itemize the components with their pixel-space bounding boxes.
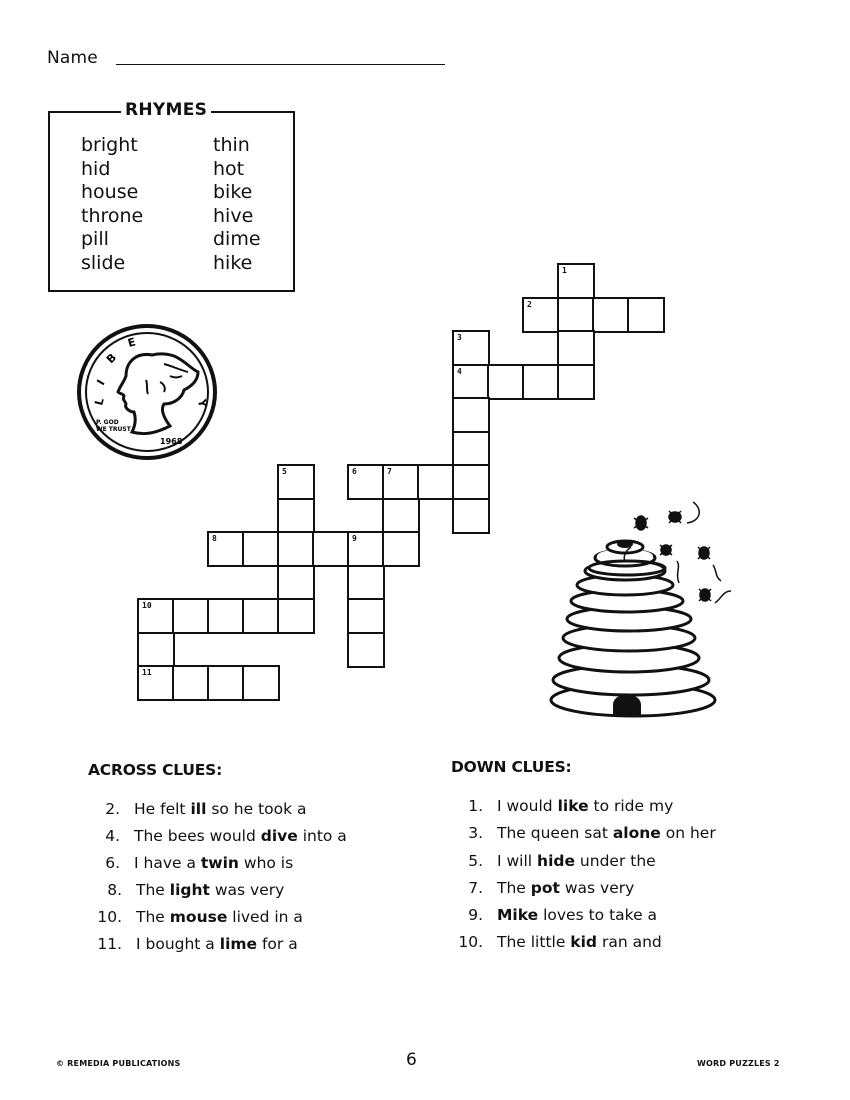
clue-number: 8 (212, 534, 217, 543)
clue-number: 1 (562, 266, 567, 275)
svg-text:WE TRUST: WE TRUST (96, 426, 131, 433)
crossword-cell[interactable] (277, 531, 315, 567)
rhyme-word: hot (213, 157, 245, 180)
rhymes-right-column (213, 134, 261, 275)
across-clue: 2. He felt ill so he took a (105, 800, 307, 818)
name-label: Name (47, 48, 98, 68)
crossword-cell[interactable] (207, 598, 245, 634)
across-clue: 10. The mouse lived in a (97, 908, 303, 926)
crossword-cell[interactable] (312, 531, 350, 567)
dime-coin-icon (74, 320, 220, 464)
crossword-cell[interactable] (137, 632, 175, 668)
beehive-icon (545, 495, 745, 720)
crossword-cell[interactable] (557, 330, 595, 366)
crossword-cell[interactable] (557, 263, 595, 299)
crossword-cell[interactable] (522, 364, 560, 400)
down-clue: 9. Mike loves to take a (468, 906, 658, 924)
rhyme-word: slide (81, 251, 126, 274)
rhyme-word: bike (213, 181, 253, 203)
across-clue: 6. I have a twin who is (105, 854, 294, 872)
bee-icon (634, 516, 648, 530)
down-clue: 3. The queen sat alone on her (468, 824, 716, 842)
page-number: 6 (406, 1050, 417, 1070)
svg-text:P. GOD: P. GOD (96, 419, 119, 426)
down-clue: 1. I would like to ride my (468, 797, 674, 815)
bee-icon (660, 545, 672, 555)
crossword-cell[interactable] (347, 531, 385, 567)
coin-year: 1968 (160, 437, 183, 446)
crossword-cell[interactable] (487, 364, 525, 400)
crossword-cell[interactable] (557, 364, 595, 400)
clue-number: 9 (352, 534, 357, 543)
rhyme-word: thin (213, 134, 250, 156)
across-clue: 11. I bought a lime for a (97, 935, 298, 953)
rhymes-title: RHYMES (121, 100, 211, 120)
crossword-cell[interactable] (242, 598, 280, 634)
crossword-cell[interactable] (557, 297, 595, 333)
rhyme-word: dime (213, 228, 261, 250)
clue-number: 2 (527, 299, 532, 309)
publisher-credit: © REMEDIA PUBLICATIONS (56, 1059, 181, 1068)
rhyme-word: bright (81, 134, 138, 156)
crossword-cell[interactable] (592, 297, 630, 333)
clue-number: 10 (142, 601, 152, 610)
rhyme-word: hive (213, 204, 254, 227)
crossword-cell[interactable] (277, 498, 315, 534)
crossword-cell[interactable] (137, 598, 175, 634)
crossword-cell[interactable] (277, 598, 315, 634)
down-clues-heading: DOWN CLUES: (451, 758, 572, 776)
clue-number: 6 (352, 467, 357, 476)
rhyme-word: house (81, 181, 139, 203)
crossword-cell[interactable] (627, 297, 665, 333)
book-title: WORD PUZZLES 2 (697, 1059, 780, 1068)
crossword-cell[interactable] (277, 565, 315, 601)
crossword-cell[interactable] (452, 464, 490, 500)
bee-icon (699, 589, 711, 601)
name-input-line[interactable] (116, 64, 445, 65)
crossword-cell[interactable] (347, 598, 385, 634)
rhyme-word: pill (81, 228, 109, 250)
rhymes-left-column (81, 134, 143, 275)
crossword-cell[interactable] (242, 665, 280, 701)
crossword-cell[interactable] (172, 665, 210, 701)
crossword-cell[interactable] (452, 364, 490, 400)
crossword-cell[interactable] (137, 665, 175, 701)
across-clue: 4. The bees would dive into a (105, 827, 347, 845)
crossword-cell[interactable] (382, 531, 420, 567)
crossword-cell[interactable] (382, 498, 420, 534)
across-clues-heading: ACROSS CLUES: (88, 761, 223, 779)
clue-number: 11 (142, 668, 152, 677)
clue-number: 3 (457, 333, 462, 342)
bee-icon (669, 511, 681, 523)
crossword-cell[interactable] (207, 531, 245, 567)
crossword-cell[interactable] (452, 498, 490, 534)
crossword-cell[interactable] (382, 464, 420, 500)
svg-text:Y: Y (195, 398, 210, 409)
down-clue: 10. The little kid ran and (458, 933, 662, 951)
svg-text:L: L (92, 396, 107, 407)
svg-text:E: E (126, 335, 138, 350)
rhyme-word: hike (213, 251, 253, 274)
across-clue: 8. The light was very (107, 881, 285, 899)
rhyme-word: throne (81, 204, 144, 227)
crossword-cell[interactable] (452, 431, 490, 467)
down-clue: 7. The pot was very (468, 879, 635, 897)
down-clue: 5. I will hide under the (468, 852, 656, 870)
bee-icon (698, 547, 710, 559)
crossword-cell[interactable] (242, 531, 280, 567)
clue-number: 4 (457, 366, 462, 376)
crossword-cell[interactable] (277, 464, 315, 500)
crossword-cell[interactable] (347, 565, 385, 601)
crossword-cell[interactable] (452, 397, 490, 433)
crossword-cell[interactable] (347, 632, 385, 668)
crossword-cell[interactable] (347, 464, 385, 500)
clue-number: 5 (282, 467, 287, 476)
crossword-cell[interactable] (207, 665, 245, 701)
crossword-cell[interactable] (452, 330, 490, 366)
svg-text:I: I (94, 377, 108, 388)
clue-number: 7 (387, 467, 392, 476)
rhyme-word: hid (81, 157, 111, 180)
crossword-cell[interactable] (522, 297, 560, 333)
crossword-cell[interactable] (172, 598, 210, 634)
crossword-cell[interactable] (417, 464, 455, 500)
svg-text:B: B (103, 350, 120, 367)
